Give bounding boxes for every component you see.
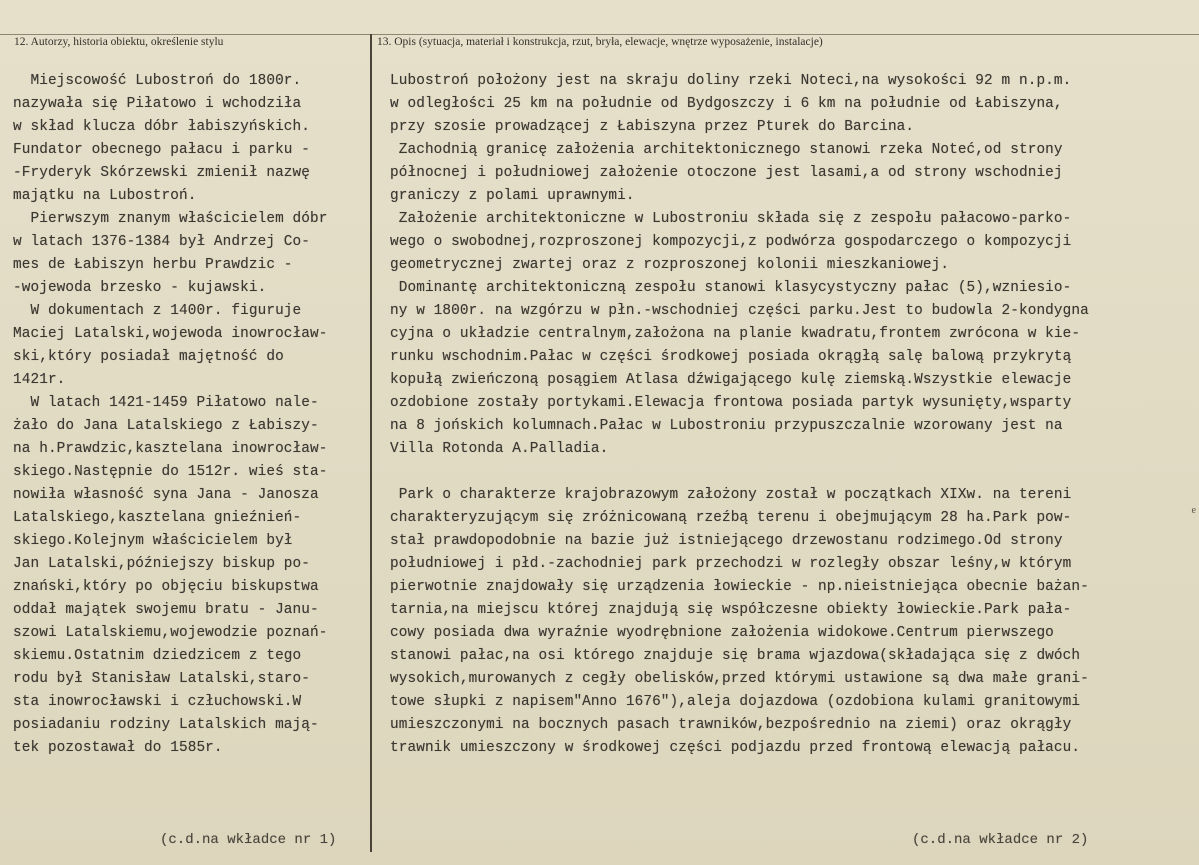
left-continuation-note: (c.d.na wkładce nr 1) bbox=[160, 832, 337, 848]
header-rule bbox=[0, 34, 1199, 35]
history-text: Miejscowość Lubostroń do 1800r. nazywała się Piłatowo i wchodziła w skład klucza dóbr łabiszyńskich. Fundator obecnego pałacu i parku - -Fryderyk Skórzewski zmienił nazwę majątku na Lubostroń. Pierwszym znanym właścicielem dóbr w latach 1376-1384 był Andrzej Co- mes de Łabiszyn herbu Prawdzic - -wojewoda brzesko - kujawski. W dokumentach z 1400r. figuruje Maciej Latalski,wojewoda inowrocław- ski,który posiadał majętność do 1421r. W latach 1421-1459 Piłatowo nale- żało do Jana Latalskiego z Łabiszy- na h.Prawdzic,kasztelana inowrocław- skiego.Następnie do 1512r. wieś sta- nowiła własność syna Jana - Janosza Latalskiego,kasztelana gnieźnień- skiego.Kolejnym właścicielem był Jan Latalski,późniejszy biskup po- znański,który po objęciu biskupstwa oddał majątek swojemu bratu - Janu- szowi Latalskiemu,wojewodzie poznań- skiemu.Ostatnim dziedzicem z tego rodu był Stanisław Latalski,staro- sta inowrocławski i człuchowski.W posiadaniu rodziny Latalskich mają- tek pozostawał do 1585r. bbox=[13, 73, 328, 756]
margin-mark: e bbox=[1191, 505, 1196, 516]
section-13-header: 13. Opis (sytuacja, materiał i konstrukcja, rzut, bryła, elewacje, wnętrze wyposażenie, instalacje) bbox=[377, 36, 823, 48]
description-text: Lubostroń położony jest na skraju doliny rzeki Noteci,na wysokości 92 m n.p.m. w odległości 25 km na południe od Bydgoszczy i 6 km na południe od Łabiszyna, przy szosie prowadzącej z Łabiszyna przez Pturek do Barcina. Zachodnią granicę założenia architektonicznego stanowi rzeka Noteć,od strony północnej i południowej założenie otoczone jest lasami,a od strony wschodniej graniczy z polami uprawnymi. Założenie architektoniczne w Lubostroniu składa się z zespołu pałacowo-parko- wego o swobodnej,rozproszonej kompozycji,z podwórza gospodarczego o kompozycji geometrycznej zwartej oraz z rozproszonej kolonii mieszkaniowej. Dominantę architektoniczną zespołu stanowi klasycystyczny pałac (5),wzniesio- ny w 1800r. na wzgórzu w płn.-wschodniej części parku.Jest to budowla 2-kondygna cyjna o układzie centralnym,założona na planie kwadratu,frontem zwrócona w kie- runku wschodnim.Pałac w części środkowej posiada okrągłą salę balową przykrytą kopułą zwieńczoną posągiem Atlasa dźwigającego kulę ziemską.Wszystkie elewacje ozdobione zostały portykami.Elewacja frontowa posiada partyk wysunięty,wsparty na 8 jońskich kolumnach.Pałac w Lubostroniu przypuszczalnie wzorowany jest na Villa Rotonda A.Palladia. Park o charakterze krajobrazowym założony został w początkach XIXw. na tereni charakteryzującym się zróżnicowaną rzeźbą terenu i obejmującym 28 ha.Park pow- stał prawdopodobnie na bazie już istniejącego drzewostanu rodzimego.Od strony południowej i płd.-zachodniej park przechodzi w rozległy obszar leśny,w którym pierwotnie znajdowały się urządzenia łowieckie - np.nieistniejąca obecnie bażan- tarnia,na miejscu której znajdują się współczesne obiekty łowieckie.Park pała- cowy posiada dwa wyraźnie wyodrębnione założenia widokowe.Centrum pierwszego stanowi pałac,na osi którego znajduje się brama wjazdowa(składająca się z dwóch wysokich,murowanych z cegły obelisków,przed którymi ustawione są dwa małe grani- towe słupki z napisem"Anno 1676"),aleja dojazdowa (ozdobiona kulami granitowymi umieszczonymi na bocznych pasach trawników,bezpośrednio na ziemi) oraz okrągły trawnik umieszczony w środkowej części podjazdu przed frontową elewacją pałacu. bbox=[390, 73, 1089, 756]
right-continuation-note: (c.d.na wkładce nr 2) bbox=[912, 832, 1089, 848]
column-divider bbox=[370, 34, 372, 852]
section-12-header: 12. Autorzy, historia obiektu, określenie stylu bbox=[14, 36, 224, 48]
